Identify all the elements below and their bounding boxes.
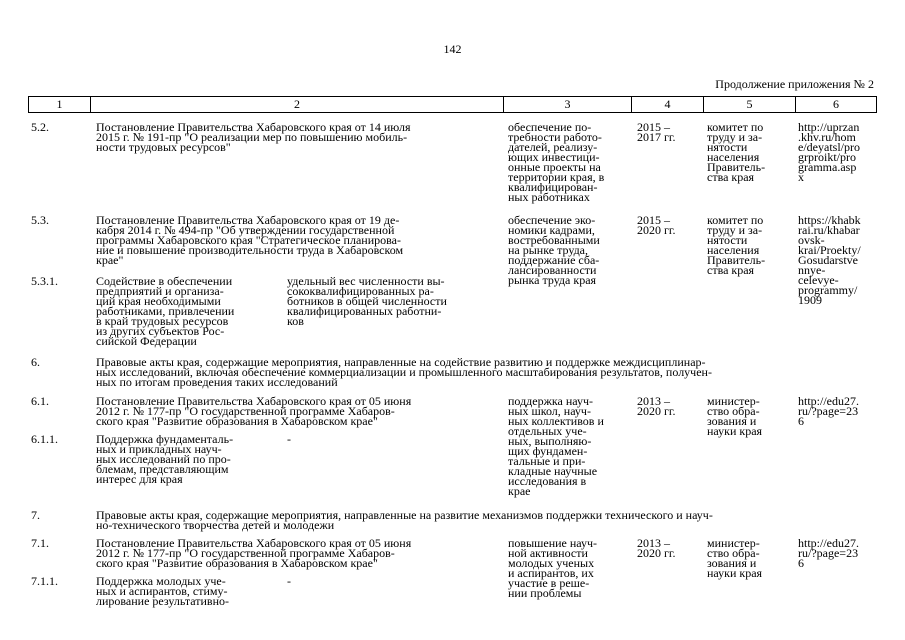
appendix-continuation: Продолжение приложения № 2 bbox=[715, 77, 874, 91]
indicator-text: - bbox=[287, 574, 291, 588]
url-text: http://edu27. ru/?page=23 6 bbox=[798, 394, 859, 428]
measure-text: Поддержка фундаменталь- ных и прикладных науч- ных исследований по про- блемам, представляющим интерес для края bbox=[96, 432, 234, 486]
header-col-5: 5 bbox=[704, 97, 796, 112]
row-number: 7.1.1. bbox=[31, 574, 58, 588]
executor-text: министер- ство обра- зования и науки края bbox=[707, 394, 763, 438]
table-header bbox=[28, 96, 877, 113]
period-text: 2013 – 2020 гг. bbox=[637, 394, 676, 418]
goal-text: поддержка науч- ных школ, науч- ных коллективов и отдельных уче- ных, выполняю- щих фундамен- тальные и при- кладные научные исследования в крае bbox=[508, 394, 604, 498]
row-number: 7. bbox=[31, 508, 40, 522]
document-title: Постановление Правительства Хабаровского края от 19 де- кабря 2014 г. № 494-пр "Об утверждении государственной программы Хабаровского края "Стратегическое планирова- ние и повышение производительности труда в Хабаровском крае" bbox=[96, 213, 404, 267]
header-col-6: 6 bbox=[833, 97, 839, 111]
document-title: Постановление Правительства Хабаровского края от 05 июня 2012 г. № 177-пр "О государственной программе Хабаров- ского края "Развитие образования в Хабаровском крае" bbox=[96, 394, 412, 428]
row-number: 6.1. bbox=[31, 394, 49, 408]
row-number: 7.1. bbox=[31, 536, 49, 550]
indicator-text: - bbox=[287, 432, 291, 446]
row-number: 6.1.1. bbox=[31, 432, 58, 446]
document-title: Постановление Правительства Хабаровского края от 05 июня 2012 г. № 177-пр "О государственной программе Хабаров- ского края "Развитие образования в Хабаровском крае" bbox=[96, 536, 412, 570]
header-col-4: 4 bbox=[632, 97, 704, 112]
goal-text: повышение науч- ной активности молодых ученых и аспирантов, их участие в реше- нии проблемы bbox=[508, 536, 598, 600]
indicator-text: удельный вес численности вы- сококвалифицированных ра- ботников в общей численности квалифицированных работни- ков bbox=[287, 274, 447, 328]
row-number: 6. bbox=[31, 355, 40, 369]
row-number: 5.2. bbox=[31, 120, 49, 134]
period-text: 2015 – 2017 гг. bbox=[637, 120, 676, 144]
section-title: Правовые акты края, содержащие мероприятия, направленные на содействие развитию и поддержке междисциплинар- ных исследований, включая обеспечение коммерциализации и промышленного масштабирования результатов, получен- ных по итогам проведения таких исследований bbox=[96, 355, 712, 389]
executor-text: комитет по труду и за- нятости населения Правитель- ства края bbox=[707, 120, 766, 184]
measure-text: Содействие в обеспечении предприятий и организа- ций края необходимыми работниками, привлечении в край трудовых ресурсов из других субъектов Рос- сийской Федерации bbox=[96, 274, 235, 348]
document-title: Постановление Правительства Хабаровского края от 14 июля 2015 г. № 191-пр "О реализации мер по повышению мобиль- ности трудовых ресурсов" bbox=[96, 120, 411, 154]
header-col-1: 1 bbox=[29, 97, 91, 112]
row-number: 5.3. bbox=[31, 213, 49, 227]
period-text: 2015 – 2020 гг. bbox=[637, 213, 676, 237]
goal-text: обеспечение эко- номики кадрами, востребованными на рынке труда, поддержание сба- лансированности рынка труда края bbox=[508, 213, 600, 287]
executor-text: комитет по труду и за- нятости населения Правитель- ства края bbox=[707, 213, 766, 277]
measure-text: Поддержка молодых уче- ных и аспирантов, стиму- лирование результативно- bbox=[96, 574, 230, 608]
url-text: http://uprzan .khv.ru/hom e/deyatsl/pro grproikt/pro gramma.asp x bbox=[798, 120, 860, 184]
url-text: http://edu27. ru/?page=23 6 bbox=[798, 536, 859, 570]
goal-text: обеспечение по- требности работо- дателей, реализу- ющих инвестици- онные проекты на территории края, в квалифицирован- ных работниках bbox=[508, 120, 605, 204]
period-text: 2013 – 2020 гг. bbox=[637, 536, 676, 560]
header-col-3: 3 bbox=[504, 97, 632, 112]
row-number: 5.3.1. bbox=[31, 274, 58, 288]
url-text: https://khabk rai.ru/khabar ovsk- krai/Proekty/ Gosudarstve nnye- celevye- programmy/ 1909 bbox=[798, 213, 861, 307]
section-title: Правовые акты края, содержащие мероприятия, направленные на развитие механизмов поддержки технического и науч- но-технического творчества детей и молодежи bbox=[96, 508, 713, 532]
header-col-2: 2 bbox=[91, 97, 504, 112]
executor-text: министер- ство обра- зования и науки края bbox=[707, 536, 763, 580]
page-number: 142 bbox=[443, 42, 462, 56]
